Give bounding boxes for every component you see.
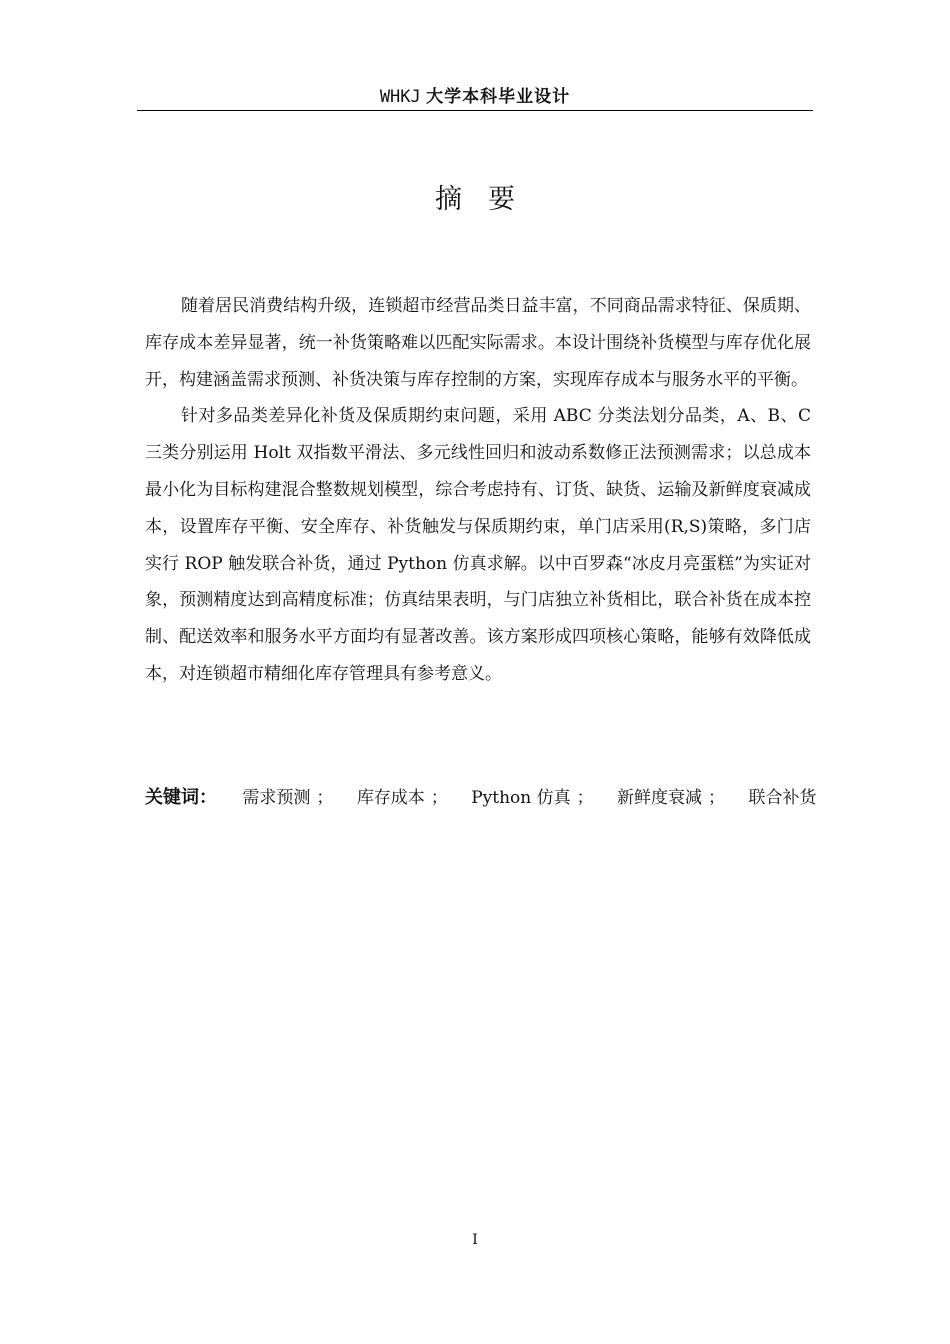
keyword-item: 新鲜度衰减 xyxy=(617,788,703,808)
keywords-line xyxy=(145,782,817,814)
keyword-separator: ； xyxy=(430,788,448,808)
abstract-paragraph-2: 针对多品类差异化补货及保质期约束问题，采用 ABC 分类法划分品类，A、B、C 三类分别运用 Holt 双指数平滑法、多元线性回归和波动系数修正法预测需求；以总成本最小化为目标构建混合整数规划模型，综合考虑持有、订货、缺货、运输及新鲜度衰减成本，设置库存平衡、安全库存、补货触发与保质期约束，单门店采用(R,S)策略，多门店实行 ROP 触发联合补货，通过 Python 仿真求解。以中百罗森“冰皮月亮蛋糕”为实证对象，预测精度达到高精度标准；仿真结果表明，与门店独立补货相比，联合补货在成本控制、配送效率和服务水平方面均有显著改善。该方案形成四项核心策略，能够有效降低成本，对连锁超市精细化库存管理具有参考意义。 xyxy=(145,406,811,684)
keyword-item: 库存成本 xyxy=(356,788,425,808)
keyword-item: Python 仿真 xyxy=(471,788,571,808)
abstract-body xyxy=(145,288,811,693)
keyword-separator: ； xyxy=(576,788,594,808)
keywords-label: 关键词： xyxy=(145,787,217,808)
abstract-title: 摘要 xyxy=(435,184,541,215)
header-university: 大学本科毕业设计 xyxy=(426,87,571,107)
header-code: WHKJ xyxy=(379,87,421,107)
keyword-item: 联合补货 xyxy=(748,788,817,808)
keyword-separator: ； xyxy=(708,788,726,808)
keyword-separator: ； xyxy=(316,788,334,808)
abstract-paragraph-1: 随着居民消费结构升级，连锁超市经营品类日益丰富，不同商品需求特征、保质期、库存成本差异显著，统一补货策略难以匹配实际需求。本设计围绕补货模型与库存优化展开，构建涵盖需求预测、补货决策与库存控制的方案，实现库存成本与服务水平的平衡。 xyxy=(145,296,811,390)
page-header xyxy=(137,84,813,111)
keyword-item: 需求预测 xyxy=(242,788,311,808)
page-number: I xyxy=(472,1232,478,1248)
